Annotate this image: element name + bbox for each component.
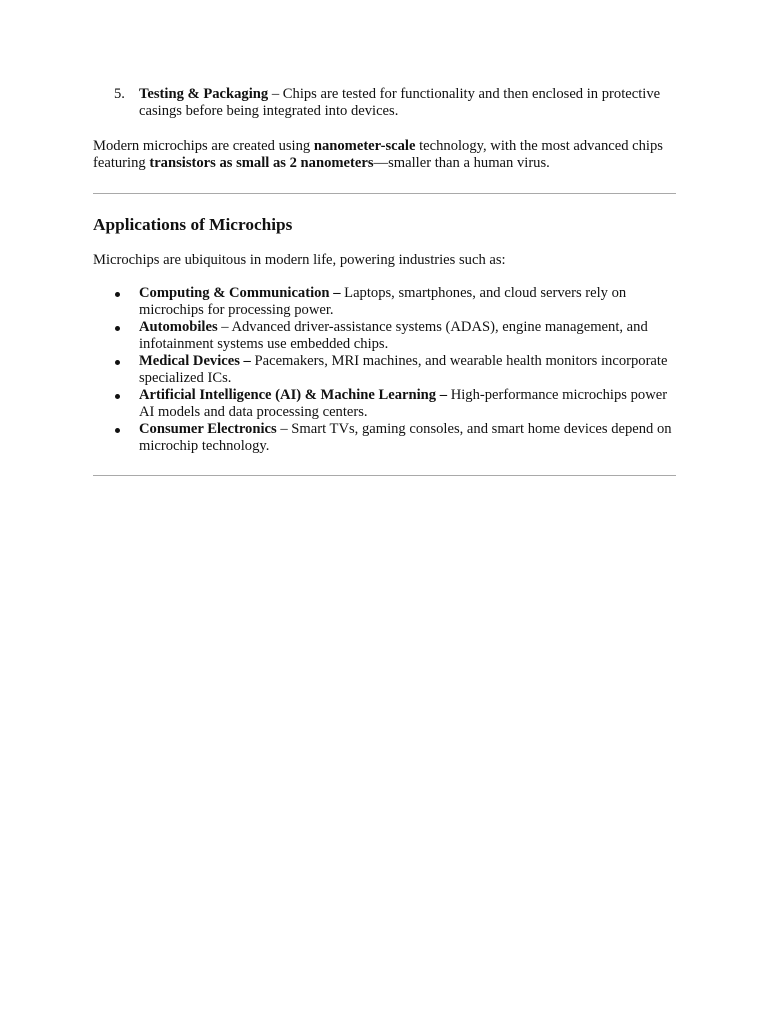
list-item-title: Testing & Packaging [139, 86, 269, 102]
list-item-title: Artificial Intelligence (AI) & Machine Learning – [139, 387, 448, 403]
list-item-text: – Advanced driver-assistance systems (ADAS), engine management, and infotainment systems use embedded chips. [139, 319, 648, 352]
bullet-icon [115, 428, 120, 433]
nanometer-paragraph [93, 138, 676, 172]
list-item [93, 285, 676, 319]
section-heading: Applications of Microchips [93, 215, 293, 234]
horizontal-rule [93, 193, 676, 194]
paragraph-text-2: technology, with the most advanced chips featuring [93, 138, 663, 171]
list-item-text: Pacemakers, MRI machines, and wearable health monitors incorporate specialized ICs. [139, 353, 668, 386]
bullet-icon [115, 292, 120, 297]
list-item [93, 319, 676, 353]
list-item-title: Computing & Communication – [139, 285, 341, 301]
horizontal-rule [93, 475, 676, 476]
list-item [93, 421, 676, 455]
list-item-text: – Chips are tested for functionality and then enclosed in protective casings before being integrated into devices. [139, 86, 661, 119]
list-number: 5. [114, 86, 125, 102]
list-item-text: Laptops, smartphones, and cloud servers rely on microchips for processing power. [139, 285, 627, 318]
numbered-list-item [93, 86, 676, 120]
bullet-icon [115, 360, 120, 365]
applications-list [93, 285, 676, 455]
paragraph-text-1: Modern microchips are created using [93, 138, 314, 154]
list-item-title: Medical Devices – [139, 353, 251, 369]
document-page [93, 86, 676, 476]
list-item-text: High-performance microchips power AI models and data processing centers. [139, 387, 668, 420]
list-item-title: Automobiles [139, 319, 218, 335]
list-item-text: – Smart TVs, gaming consoles, and smart home devices depend on microchip technology. [139, 421, 672, 454]
bullet-icon [115, 394, 120, 399]
bullet-icon [115, 326, 120, 331]
list-item [93, 353, 676, 387]
list-item [93, 387, 676, 421]
list-item-title: Consumer Electronics [139, 421, 277, 437]
paragraph-bold-2: transistors as small as 2 nanometers [149, 155, 374, 171]
section-intro: Microchips are ubiquitous in modern life, powering industries such as: [93, 252, 506, 268]
paragraph-text-3: —smaller than a human virus. [373, 155, 550, 171]
paragraph-bold-1: nanometer-scale [313, 138, 416, 154]
